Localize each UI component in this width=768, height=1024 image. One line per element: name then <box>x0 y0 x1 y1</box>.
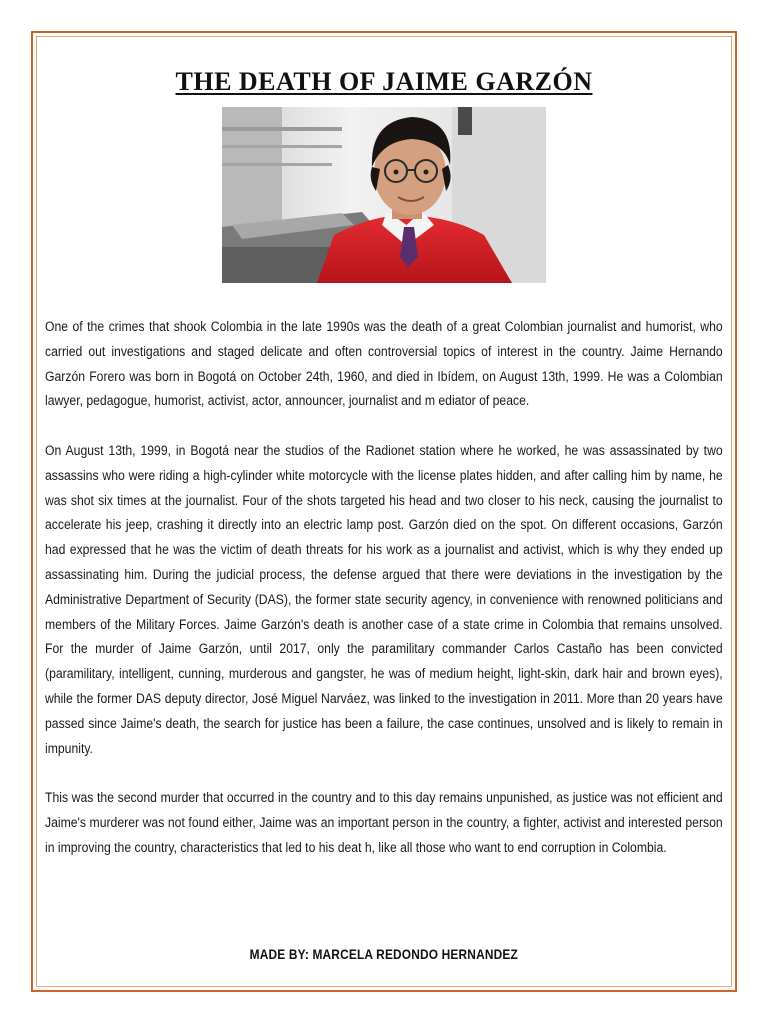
page-title: THE DEATH OF JAIME GARZÓN <box>175 67 593 97</box>
portrait-illustration <box>222 107 546 283</box>
portrait-photo <box>222 107 546 283</box>
author-credit <box>0 946 768 962</box>
paragraph-2: On August 13th, 1999, in Bogotá near the studios of the Radionet station where he worked, he was assassinated by two assassins who were riding a high-cylinder white motorcycle with the license plates hidden, and after calling him by name, he was shot six times at the journalist. Four of the shots targeted his head and two closer to his neck, causing the journalist to accelerate his jeep, crashing it directly into an electric lamp post. Garzón died on the spot. On different occasions, Garzón had expressed that he was the victim of death threats for his work as a journalist and activist, which is why they ended up assassinating him. During the judicial process, the defense argued that there were deviations in the investigation by the Administrative Department of Security (DAS), the former state security agency, in convenience with renowned politicians and members of the Military Forces. Jaime Garzón's death is another case of a state crime in Colombia that remains unsolved. For the murder of Jaime Garzón, until 2017, only the paramilitary commander Carlos Castaño has been convicted (paramilitary, intelligent, cunning, murderous and gangster, he was of medium height, light-skin, dark hair and brown eyes), while the former DAS deputy director, José Miguel Narváez, was linked to the investigation in 2011. More than 20 years have passed since Jaime's death, the search for justice has been a failure, the case continues, unsolved and is likely to remain in impunity. <box>45 442 723 757</box>
paragraph-3: This was the second murder that occurred in the country and to this day remains unpunished, as justice was not efficient and Jaime's murderer was not found either, Jaime was an important person in the country, a fighter, activist and interested person in improving the country, characteristics that led to his deat h, like all those who want to end corruption in Colombia. <box>45 790 723 856</box>
paragraph-1: One of the crimes that shook Colombia in the late 1990s was the death of a great Colombian journalist and humorist, who carried out investigations and staged delicate and often controversial topics of interest in the country. Jaime Hernando Garzón Forero was born in Bogotá on October 24th, 1960, and died in Ibídem, on August 13th, 1999. He was a Colombian lawyer, pedagogue, humorist, activist, actor, announcer, journalist and m ediator of peace. <box>45 319 723 410</box>
author-credit-text: MADE BY: MARCELA REDONDO HERNANDEZ <box>249 946 519 962</box>
article-body <box>45 315 723 885</box>
